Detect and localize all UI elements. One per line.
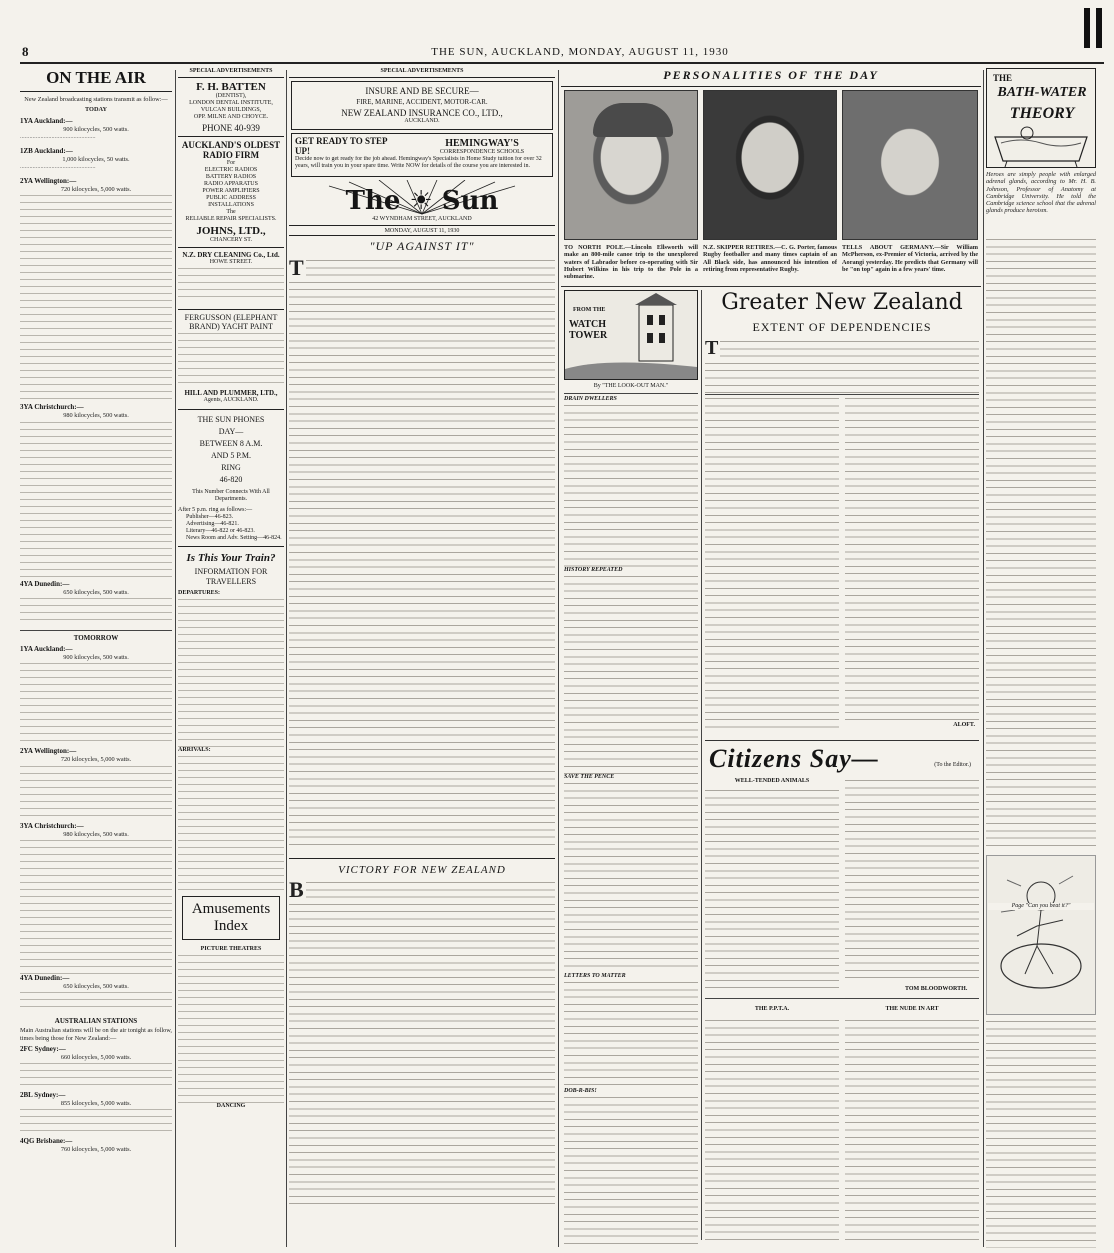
greater-nz-block [705, 290, 979, 736]
dry-cleaning-name: N.Z. DRY CLEANING Co., Ltd. [182, 251, 280, 259]
batten-line: (DENTIST), [215, 93, 247, 99]
personalities-heading: PERSONALITIES OF THE DAY [561, 68, 981, 87]
dobb-heading: DOB-R-BIS! [564, 1088, 597, 1094]
radio-firm-heading: AUCKLAND'S OLDEST RADIO FIRM [181, 140, 281, 160]
figure-drawing [987, 856, 1095, 1014]
today-label: TODAY [84, 106, 108, 114]
on-the-air-heading: ON THE AIR [20, 68, 172, 92]
watch-tower-rule [701, 290, 702, 1240]
cartoon-caption-end: Page "Can you beat it?" [988, 903, 1094, 910]
cartoon-title-the: THE [993, 73, 1013, 83]
dry-cleaning-address: HOWE STREET. [209, 259, 253, 265]
sun-phones-number: 46-820 [219, 475, 243, 484]
station-kc: 720 kilocycles, 5,000 watts. [60, 186, 132, 194]
sun-logo-block [289, 180, 555, 226]
station-kc: 1,000 kilocycles, 50 watts. [62, 155, 130, 163]
radio-line: RADIO APPARATUS [204, 181, 258, 187]
after-hours-line: News Room and Adv. Setting—46-824. [186, 535, 282, 541]
well-tended-text [705, 788, 839, 994]
station-kc: 900 kilocycles, 500 watts. [63, 654, 129, 662]
station-program [20, 193, 172, 403]
australian-stations-heading: AUSTRALIAN STATIONS [54, 1017, 138, 1026]
masthead-rule [20, 62, 1104, 64]
station-program [20, 838, 172, 974]
departures-text [178, 597, 284, 747]
radio-line: ELECTRIC RADIOS [204, 167, 258, 173]
to-editor: (To the Editor.) [934, 762, 971, 768]
fergusson-text [178, 331, 284, 389]
station-program [20, 1107, 172, 1137]
editorial-dropcap: T [289, 258, 304, 280]
station-program [20, 1061, 172, 1091]
station-kc: 980 kilocycles, 500 watts. [63, 412, 129, 420]
station-program: ................................................ [20, 163, 96, 171]
get-ready-heading: GET READY TO STEP UP! [295, 136, 387, 156]
ads-column [178, 68, 284, 1248]
after-hours-line: Publisher—46-823. [186, 514, 234, 520]
porter-photo [703, 90, 837, 240]
sun-phones-line: RING [221, 463, 241, 472]
batten-line: VULCAN BUILDINGS, [200, 107, 262, 113]
insurance-heading: INSURE AND BE SECURE— [365, 86, 479, 96]
cartoon-title-theory: THEORY [1009, 105, 1075, 122]
station-program [20, 990, 172, 1012]
personalities-rule [561, 286, 981, 287]
batten-name: F. H. BATTEN [196, 81, 266, 93]
greater-nz-heading: Greater New Zealand [721, 290, 963, 315]
page-number: 8 [22, 44, 29, 59]
editorial-column [289, 68, 555, 1248]
bathtub-drawing [987, 123, 1095, 169]
col-rule-2 [286, 70, 287, 1247]
station-name: 3YA Christchurch:— [20, 403, 84, 412]
amusements-box [182, 896, 280, 940]
station-name: 1ZB Auckland:— [20, 146, 73, 155]
ppta-heading: THE P.P.T.A. [754, 1006, 790, 1012]
hill-plummer-name: HILL AND PLUMMER, LTD., [184, 389, 278, 397]
radio-line: PUBLIC ADDRESS [206, 195, 256, 201]
watch-tower-block [564, 290, 698, 1248]
departures-label: DEPARTURES: [178, 590, 221, 596]
watch-tower-logo [564, 290, 698, 380]
features-column [561, 68, 981, 1248]
sun-phones-line: THE SUN PHONES [197, 415, 265, 424]
station-program [20, 596, 172, 624]
insurance-sub: FIRE, MARINE, ACCIDENT, MOTOR-CAR. [356, 98, 488, 106]
station-kc: 760 kilocycles, 5,000 watts. [60, 1146, 132, 1154]
letters-matter-text [564, 980, 698, 1088]
hat-shape [593, 103, 673, 137]
tomorrow-label: TOMORROW [20, 630, 172, 642]
editorial-heading: "UP AGAINST IT" [369, 239, 475, 253]
save-pence-text [564, 781, 698, 973]
aloft-signature: ALOFT. [953, 722, 975, 728]
citizens-rule [705, 740, 979, 741]
radio-line: For [226, 160, 236, 166]
letters-matter-heading: LETTERS TO MATTER [564, 973, 626, 979]
cartoon-column [986, 68, 1096, 1248]
insurance-ad [291, 81, 553, 130]
col-rule-1 [175, 70, 176, 1247]
hemingway-name: HEMINGWAY'S [445, 138, 519, 149]
greater-nz-intro [705, 339, 979, 395]
insurance-city: AUCKLAND. [404, 118, 440, 124]
citizens-block [705, 744, 979, 1248]
radio-line: RELIABLE REPAIR SPECIALISTS. [185, 216, 277, 222]
ellsworth-caption: TO NORTH POLE.—Lincoln Ellsworth will make an 800-mile canoe trip to the unexplored waters of Labrador before co-operating with Sir Hubert Wilkins in his trip to the Pole in a submarine. [564, 244, 698, 281]
watch-byline: By "THE LOOK-OUT MAN." [593, 383, 669, 389]
station-program [20, 764, 172, 822]
sun-address: 42 WYNDHAM STREET, AUCKLAND [372, 216, 472, 222]
batten-line: OPP. MILNE AND CHOYCE. [193, 114, 269, 120]
station-program [20, 420, 172, 580]
radio-line: The [226, 209, 236, 215]
history-repeated-heading: HISTORY REPEATED [564, 567, 623, 573]
history-repeated-text [564, 574, 698, 774]
cartoon-title-main: BATH-WATER [997, 85, 1087, 100]
dobb-text [564, 1095, 698, 1248]
station-kc: 650 kilocycles, 500 watts. [63, 982, 129, 990]
special-ads-label: SPECIAL ADVERTISEMENTS [178, 68, 284, 78]
station-name: 3YA Christchurch:— [20, 821, 84, 830]
station-name: 4YA Dunedin:— [20, 579, 70, 588]
cartoon-caption: Heroes are simply people with enlarged adrenal glands, according to Mr. H. B. Johnson, Professor of Anatomy at Cambridge University. He told the Cambridge science school that the adrenal glands produce heroism. [986, 171, 1096, 215]
victory-heading: VICTORY FOR NEW ZEALAND [289, 858, 555, 876]
col-rule-3 [558, 70, 559, 1247]
radio-firm-ad [178, 137, 284, 248]
col-rule-4 [983, 70, 984, 1247]
station-name: 4QG Brisbane:— [20, 1137, 73, 1146]
station-kc: 855 kilocycles, 5,000 watts. [60, 1100, 132, 1108]
theatres-list [178, 953, 284, 1103]
radio-line: BATTERY RADIOS [205, 174, 257, 180]
arrivals-label: ARRIVALS: [178, 747, 211, 753]
sun-date: MONDAY, AUGUST 11, 1930 [289, 228, 555, 236]
greater-nz-dropcap: T [705, 339, 719, 359]
on-the-air-intro: New Zealand broadcasting stations transmit as follow:— [24, 96, 168, 103]
insurance-company: NEW ZEALAND INSURANCE CO., LTD., [341, 108, 503, 118]
radio-line: POWER AMPLIFIERS [202, 188, 260, 194]
ellsworth-photo [564, 90, 698, 240]
cartoon-text-2 [986, 1019, 1096, 1248]
station-kc: 900 kilocycles, 500 watts. [63, 125, 129, 133]
editorial-text [289, 258, 555, 850]
johns-name: JOHNS, LTD., [196, 225, 266, 237]
hemingway-ad [291, 133, 553, 177]
batten-ad [178, 78, 284, 137]
dry-cleaning-ad [178, 248, 284, 310]
station-name: 2BL Sydney:— [20, 1091, 66, 1100]
fergusson-name: FERGUSSON (ELEPHANT BRAND) YACHT PAINT [184, 313, 278, 331]
special-ads-label: SPECIAL ADVERTISEMENTS [289, 68, 555, 78]
station-kc: 980 kilocycles, 500 watts. [63, 830, 129, 838]
station-program [20, 661, 172, 747]
after-hours-line: Literary—46-822 or 46-823. [186, 528, 255, 534]
mcpherson-caption: TELLS ABOUT GERMANY.—Sir William McPherson, ex-Premier of Victoria, arrived by the Aorangi yesterday. He predicts that Germany will be "on top" again in a few years' time. [842, 244, 978, 273]
on-the-air-column [20, 68, 172, 1248]
arrivals-text [178, 754, 284, 890]
train-subheading: INFORMATION FOR TRAVELLERS [194, 567, 268, 586]
masthead-title: THE SUN, AUCKLAND, MONDAY, AUGUST 11, 1930 [431, 46, 729, 58]
after-hours-label: After 5 p.m. ring as follows:— [178, 507, 253, 513]
station-name: 2FC Sydney:— [20, 1044, 66, 1053]
ppta-text [705, 1018, 839, 1244]
mcpherson-photo [842, 90, 978, 240]
amusements-heading: Amusements Index [191, 901, 271, 934]
sun-phones-note: This Number Connects With All Departments. [192, 489, 270, 502]
victory-dropcap: B [289, 880, 304, 902]
greater-nz-text-right [845, 396, 979, 720]
page-edge-mark [1084, 8, 1090, 48]
drain-dwellers-heading: DRAIN DWELLERS [564, 393, 698, 403]
sun-phones-line: BETWEEN 8 A.M. [199, 439, 263, 448]
cartoon-text-1 [986, 237, 1096, 851]
citizens-sub-rule [705, 998, 979, 999]
train-heading: Is This Your Train? [186, 552, 276, 564]
johns-address: CHANCERY ST. [209, 237, 252, 243]
station-kc: 660 kilocycles, 5,000 watts. [60, 1053, 132, 1061]
drain-dwellers-text [564, 403, 698, 567]
nude-in-art-text [845, 1018, 979, 1244]
after-hours-line: Advertising—46-821. [186, 521, 239, 527]
sun-phones-ad [178, 410, 284, 547]
get-ready-text: Decide now to get ready for the job ahead. Hemingway's Specialists in Home Study tuition for over 32 years, will train you in your spare time. Write NOW for details of the course you are interested in. [295, 156, 542, 169]
station-name: 1YA Auckland:— [20, 116, 73, 125]
cartoon-drawing-2 [986, 855, 1096, 1015]
batten-line: LONDON DENTAL INSTITUTE, [189, 100, 273, 106]
citizens-heading-row [705, 744, 979, 774]
station-name: 4YA Dunedin:— [20, 973, 70, 982]
sun-logo-text: The ☀ Sun [345, 186, 499, 216]
dancing-label: DANCING [216, 1103, 246, 1109]
fergusson-ad [178, 310, 284, 410]
station-name: 2YA Wellington:— [20, 177, 77, 186]
picture-theatres-label: PICTURE THEATRES [200, 946, 262, 952]
nude-in-art-heading: THE NUDE IN ART [885, 1006, 939, 1012]
cartoon-title-block [986, 68, 1096, 168]
save-pence-heading: SAVE THE PENCE [564, 774, 615, 780]
porter-caption: N.Z. SKIPPER RETIRES.—C. G. Porter, famous Rugby footballer and many times captain of an All Black side, has announced his intention of retiring from representative Rugby. [703, 244, 837, 273]
hill-plummer-sub: Agents, AUCKLAND. [203, 397, 259, 403]
page-edge-mark-2 [1096, 8, 1102, 48]
tom-bloodworth-signature: TOM BLOODWORTH. [905, 986, 968, 992]
watch-tower-title: WATCH TOWER [569, 319, 608, 341]
sun-phones-line: DAY— [218, 427, 244, 436]
citizens-heading: Citizens Say— [709, 744, 879, 773]
station-program: ................................................ [20, 132, 96, 140]
station-kc: 720 kilocycles, 5,000 watts. [60, 756, 132, 764]
victory-text [289, 880, 555, 1206]
well-tended-text-right [845, 778, 979, 984]
well-tended-heading: WELL-TENDED ANIMALS [734, 778, 810, 784]
dry-cleaning-text [178, 266, 284, 300]
hemingway-sub: CORRESPONDENCE SCHOOLS [439, 149, 525, 155]
australian-intro: Main Australian stations will be on the air tonight as follow, times being those for New Zealand:— [20, 1027, 172, 1042]
watch-from: FROM THE [573, 307, 606, 313]
sun-phones-line: AND 5 P.M. [210, 451, 251, 460]
station-kc: 650 kilocycles, 500 watts. [63, 588, 129, 596]
batten-phone: PHONE 40-939 [202, 123, 260, 133]
radio-line: INSTALLATIONS [208, 202, 254, 208]
station-name: 2YA Wellington:— [20, 747, 77, 756]
greater-nz-text-left [705, 396, 839, 728]
station-name: 1YA Auckland:— [20, 645, 73, 654]
extent-heading: EXTENT OF DEPENDENCIES [752, 320, 932, 334]
